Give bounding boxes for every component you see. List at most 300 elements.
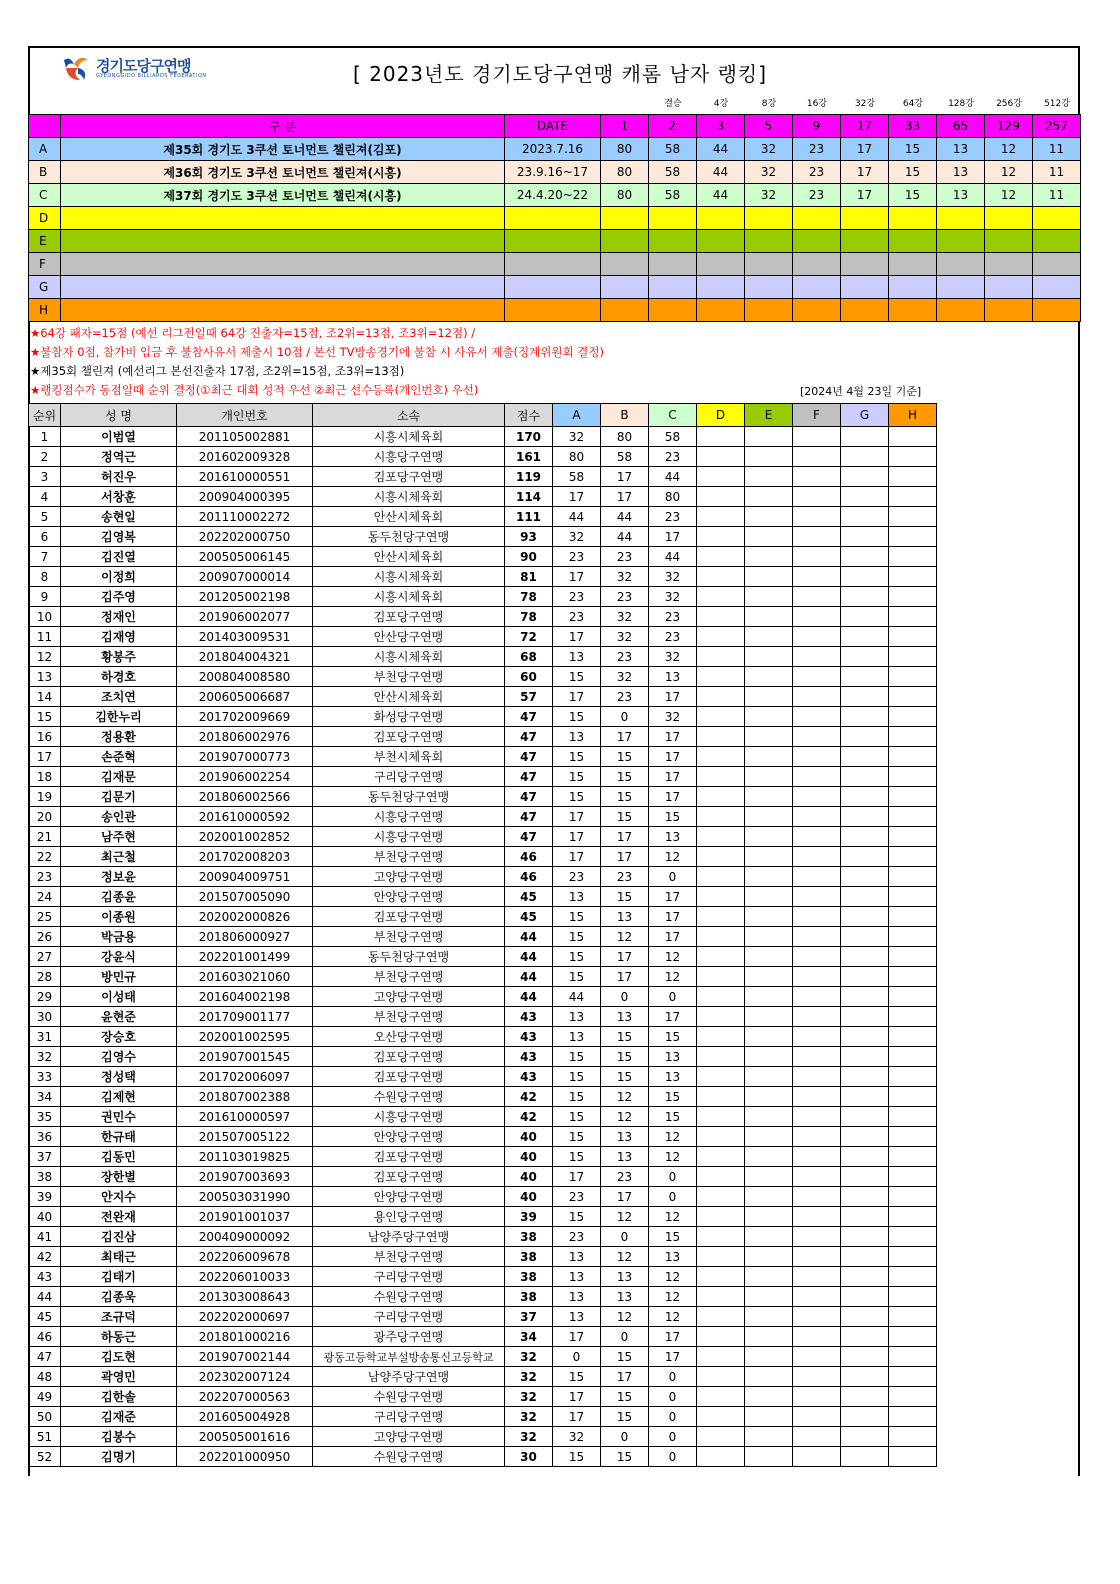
player-name: 김명기	[61, 1447, 177, 1467]
player-name: 김봉수	[61, 1427, 177, 1447]
score-c: 23	[649, 447, 697, 467]
score-a: 23	[553, 547, 601, 567]
score-c: 12	[649, 1147, 697, 1167]
score-a: 13	[553, 1027, 601, 1047]
rank-point-header: 257	[1033, 115, 1081, 138]
player-club: 김포당구연맹	[313, 1147, 505, 1167]
player-id: 200904000395	[177, 487, 313, 507]
score-e	[745, 547, 793, 567]
score-b: 32	[601, 567, 649, 587]
ranking-row	[29, 1007, 937, 1027]
score-h	[889, 867, 937, 887]
player-club: 구리당구연맹	[313, 767, 505, 787]
score-d	[697, 907, 745, 927]
score-c: 32	[649, 587, 697, 607]
player-name: 이성태	[61, 987, 177, 1007]
score-e	[745, 467, 793, 487]
player-id: 202206009678	[177, 1247, 313, 1267]
score-d	[697, 1127, 745, 1147]
score-g	[841, 1147, 889, 1167]
score-h	[889, 447, 937, 467]
score-a: 17	[553, 1407, 601, 1427]
notes	[30, 324, 604, 400]
score-h	[889, 427, 937, 447]
ranking-row	[29, 567, 937, 587]
round-label: 512강	[1044, 98, 1070, 109]
federation-logo-name: 경기도당구연맹	[96, 57, 191, 75]
player-id: 202201001499	[177, 947, 313, 967]
player-name: 전완재	[61, 1207, 177, 1227]
score-h	[889, 647, 937, 667]
score-f	[793, 1267, 841, 1287]
score-h	[889, 487, 937, 507]
rank-number: 7	[29, 547, 61, 567]
rank-point-header: 65	[937, 115, 985, 138]
ranking-row	[29, 787, 937, 807]
score-d	[697, 1047, 745, 1067]
score-g	[841, 947, 889, 967]
score-e	[745, 1107, 793, 1127]
score-e	[745, 707, 793, 727]
score-a: 17	[553, 847, 601, 867]
round-label: 16강	[806, 98, 828, 109]
score-a: 23	[553, 587, 601, 607]
score-a: 23	[553, 867, 601, 887]
player-club: 고양당구연맹	[313, 987, 505, 1007]
event-point: 58	[649, 184, 697, 207]
event-point: 80	[601, 138, 649, 161]
score-d	[697, 1027, 745, 1047]
score-c: 17	[649, 687, 697, 707]
rank-point-header: 3	[697, 115, 745, 138]
player-name: 서창훈	[61, 487, 177, 507]
score-f	[793, 647, 841, 667]
total-score: 119	[505, 467, 553, 487]
score-f	[793, 1027, 841, 1047]
rank-number: 25	[29, 907, 61, 927]
score-g	[841, 1067, 889, 1087]
total-score: 34	[505, 1327, 553, 1347]
total-score: 42	[505, 1107, 553, 1127]
ranking-row	[29, 1287, 937, 1307]
score-e	[745, 647, 793, 667]
event-point	[649, 299, 697, 322]
event-name: 제37회 경기도 3쿠션 토너먼트 챌린져(시흥)	[61, 184, 505, 207]
total-score: 93	[505, 527, 553, 547]
score-e	[745, 1167, 793, 1187]
rank-point-header: 1	[601, 115, 649, 138]
player-name: 김재영	[61, 627, 177, 647]
score-e	[745, 1067, 793, 1087]
score-g	[841, 1447, 889, 1467]
score-g	[841, 1227, 889, 1247]
player-name: 장한별	[61, 1167, 177, 1187]
score-d	[697, 807, 745, 827]
event-point	[745, 230, 793, 253]
score-f	[793, 1367, 841, 1387]
score-f	[793, 1347, 841, 1367]
score-g	[841, 627, 889, 647]
score-f	[793, 1147, 841, 1167]
player-name: 김동민	[61, 1147, 177, 1167]
score-a: 44	[553, 507, 601, 527]
score-c: 23	[649, 607, 697, 627]
score-c: 0	[649, 1167, 697, 1187]
score-d	[697, 1267, 745, 1287]
ranking-row	[29, 1327, 937, 1347]
score-c: 12	[649, 1287, 697, 1307]
event-code: A	[29, 138, 61, 161]
total-score: 43	[505, 1067, 553, 1087]
score-h	[889, 1147, 937, 1167]
event-point: 32	[745, 184, 793, 207]
score-e	[745, 1267, 793, 1287]
total-score: 47	[505, 827, 553, 847]
event-date	[505, 230, 601, 253]
score-g	[841, 1107, 889, 1127]
ranking-row	[29, 1207, 937, 1227]
player-name: 김주영	[61, 587, 177, 607]
score-d	[697, 547, 745, 567]
player-name: 김진열	[61, 547, 177, 567]
player-club: 수원당구연맹	[313, 1087, 505, 1107]
ranking-row	[29, 1427, 937, 1447]
player-id: 202206010033	[177, 1267, 313, 1287]
score-h	[889, 1047, 937, 1067]
score-c: 15	[649, 1107, 697, 1127]
rank-number: 8	[29, 567, 61, 587]
score-g	[841, 607, 889, 627]
rank-number: 14	[29, 687, 61, 707]
score-c: 32	[649, 707, 697, 727]
score-b: 13	[601, 1147, 649, 1167]
player-name: 안지수	[61, 1187, 177, 1207]
score-c: 12	[649, 967, 697, 987]
player-club: 수원당구연맹	[313, 1287, 505, 1307]
score-f	[793, 1207, 841, 1227]
rank-number: 45	[29, 1307, 61, 1327]
rank-number: 28	[29, 967, 61, 987]
event-point: 23	[793, 138, 841, 161]
player-id: 201702008203	[177, 847, 313, 867]
score-c: 0	[649, 987, 697, 1007]
score-g	[841, 1367, 889, 1387]
total-score: 78	[505, 607, 553, 627]
score-d	[697, 1347, 745, 1367]
player-id: 201807002388	[177, 1087, 313, 1107]
total-score: 170	[505, 427, 553, 447]
score-g	[841, 1127, 889, 1147]
score-a: 17	[553, 1387, 601, 1407]
score-d	[697, 1447, 745, 1467]
ranking-row	[29, 1167, 937, 1187]
total-score: 40	[505, 1147, 553, 1167]
score-h	[889, 1267, 937, 1287]
total-score: 32	[505, 1387, 553, 1407]
score-d	[697, 1207, 745, 1227]
event-point: 58	[649, 138, 697, 161]
player-id: 201610000551	[177, 467, 313, 487]
rank-number: 38	[29, 1167, 61, 1187]
score-c: 12	[649, 947, 697, 967]
player-id: 200505001616	[177, 1427, 313, 1447]
score-g	[841, 727, 889, 747]
player-club: 부천당구연맹	[313, 667, 505, 687]
score-g	[841, 1407, 889, 1427]
event-row	[29, 299, 1081, 322]
score-g	[841, 747, 889, 767]
rank-number: 4	[29, 487, 61, 507]
player-club: 김포당구연맹	[313, 1167, 505, 1187]
score-f	[793, 607, 841, 627]
score-f	[793, 447, 841, 467]
score-e	[745, 1247, 793, 1267]
score-d	[697, 627, 745, 647]
score-c: 0	[649, 1427, 697, 1447]
score-c: 0	[649, 1367, 697, 1387]
score-g	[841, 887, 889, 907]
score-f	[793, 987, 841, 1007]
round-label: 8강	[761, 98, 777, 109]
player-id: 202202000697	[177, 1307, 313, 1327]
score-f	[793, 1107, 841, 1127]
event-point	[841, 253, 889, 276]
total-score: 38	[505, 1227, 553, 1247]
score-d	[697, 1147, 745, 1167]
player-id: 201907001545	[177, 1047, 313, 1067]
score-g	[841, 507, 889, 527]
player-id: 201907002144	[177, 1347, 313, 1367]
event-point	[985, 299, 1033, 322]
score-e	[745, 1407, 793, 1427]
player-name: 권민수	[61, 1107, 177, 1127]
score-e	[745, 1447, 793, 1467]
score-d	[697, 827, 745, 847]
event-point: 15	[889, 138, 937, 161]
player-name: 정용환	[61, 727, 177, 747]
score-b: 17	[601, 727, 649, 747]
player-id: 201403009531	[177, 627, 313, 647]
score-d	[697, 1367, 745, 1387]
player-id: 201907003693	[177, 1167, 313, 1187]
score-h	[889, 987, 937, 1007]
player-name: 허진우	[61, 467, 177, 487]
score-a: 15	[553, 1107, 601, 1127]
score-e	[745, 867, 793, 887]
event-name	[61, 207, 505, 230]
events-header-row	[29, 115, 1081, 138]
player-club: 구리당구연맹	[313, 1307, 505, 1327]
score-a: 15	[553, 1207, 601, 1227]
score-h	[889, 1367, 937, 1387]
ranking-header-row	[29, 404, 937, 427]
score-e	[745, 487, 793, 507]
score-b: 44	[601, 507, 649, 527]
player-id: 201901001037	[177, 1207, 313, 1227]
score-h	[889, 1387, 937, 1407]
score-c: 15	[649, 1227, 697, 1247]
player-club: 시흥시체육회	[313, 647, 505, 667]
event-point	[1033, 230, 1081, 253]
event-point: 80	[601, 161, 649, 184]
event-point	[841, 299, 889, 322]
score-d	[697, 1167, 745, 1187]
player-club: 김포당구연맹	[313, 607, 505, 627]
score-e	[745, 807, 793, 827]
score-e	[745, 587, 793, 607]
player-club: 동두천당구연맹	[313, 787, 505, 807]
rank-number: 12	[29, 647, 61, 667]
score-d	[697, 647, 745, 667]
event-point	[697, 230, 745, 253]
score-g	[841, 527, 889, 547]
score-h	[889, 887, 937, 907]
score-a: 15	[553, 1147, 601, 1167]
score-a: 17	[553, 567, 601, 587]
event-point	[793, 253, 841, 276]
score-d	[697, 867, 745, 887]
total-score: 45	[505, 887, 553, 907]
event-name: 제35회 경기도 3쿠션 토너먼트 챌린져(김포)	[61, 138, 505, 161]
score-d	[697, 607, 745, 627]
score-b: 32	[601, 627, 649, 647]
player-name: 김종욱	[61, 1287, 177, 1307]
event-point: 13	[937, 161, 985, 184]
score-a: 15	[553, 667, 601, 687]
note-line: ★불참자 0점, 참가비 입금 후 불참사유서 제출시 10점 / 본선 TV방송경기에 불참 시 사유서 제출(징계위원회 결정)	[30, 345, 604, 359]
player-club: 시흥당구연맹	[313, 827, 505, 847]
event-row	[29, 161, 1081, 184]
player-club: 시흥당구연맹	[313, 807, 505, 827]
player-name: 황봉주	[61, 647, 177, 667]
event-point	[937, 230, 985, 253]
score-d	[697, 667, 745, 687]
player-name: 김도현	[61, 1347, 177, 1367]
score-c: 13	[649, 827, 697, 847]
score-f	[793, 1007, 841, 1027]
score-c: 17	[649, 1327, 697, 1347]
score-c: 0	[649, 1447, 697, 1467]
category-header: 구 분	[61, 115, 505, 138]
player-club: 시흥시체육회	[313, 587, 505, 607]
score-d	[697, 1187, 745, 1207]
score-h	[889, 767, 937, 787]
event-point	[985, 207, 1033, 230]
round-label: 결승	[664, 98, 682, 109]
total-score: 81	[505, 567, 553, 587]
ranking-row	[29, 447, 937, 467]
score-f	[793, 887, 841, 907]
score-b: 12	[601, 1087, 649, 1107]
player-name: 김한누리	[61, 707, 177, 727]
player-id: 202001002852	[177, 827, 313, 847]
total-score: 90	[505, 547, 553, 567]
score-g	[841, 707, 889, 727]
event-point	[841, 207, 889, 230]
event-point	[697, 276, 745, 299]
ranking-row	[29, 607, 937, 627]
event-name: 제36회 경기도 3쿠션 토너먼트 챌린져(시흥)	[61, 161, 505, 184]
event-name	[61, 276, 505, 299]
score-e	[745, 1227, 793, 1247]
ranking-row	[29, 767, 937, 787]
score-c: 13	[649, 667, 697, 687]
player-name: 이정희	[61, 567, 177, 587]
event-date: 2023.7.16	[505, 138, 601, 161]
rank-point-header: 129	[985, 115, 1033, 138]
round-label: 4강	[713, 98, 729, 109]
rank-number: 17	[29, 747, 61, 767]
player-club: 화성당구연맹	[313, 707, 505, 727]
score-f	[793, 1407, 841, 1427]
score-c: 80	[649, 487, 697, 507]
score-d	[697, 767, 745, 787]
score-a: 15	[553, 1067, 601, 1087]
score-h	[889, 607, 937, 627]
score-b: 15	[601, 887, 649, 907]
rank-number: 29	[29, 987, 61, 1007]
total-score: 32	[505, 1427, 553, 1447]
score-f	[793, 1287, 841, 1307]
player-club: 안산시체육회	[313, 507, 505, 527]
player-club: 광동고등학교부설방송통신고등학교	[313, 1347, 505, 1367]
rank-number: 19	[29, 787, 61, 807]
score-a: 15	[553, 707, 601, 727]
player-club: 동두천당구연맹	[313, 527, 505, 547]
total-score: 43	[505, 1007, 553, 1027]
player-club: 시흥시체육회	[313, 567, 505, 587]
ranking-row	[29, 887, 937, 907]
score-f	[793, 1167, 841, 1187]
score-b: 80	[601, 427, 649, 447]
event-point	[985, 230, 1033, 253]
score-h	[889, 1327, 937, 1347]
event-point	[985, 253, 1033, 276]
score-d	[697, 467, 745, 487]
score-d	[697, 1247, 745, 1267]
event-point	[697, 253, 745, 276]
rank-number: 9	[29, 587, 61, 607]
event-point: 17	[841, 184, 889, 207]
score-g	[841, 1347, 889, 1367]
rank-number: 13	[29, 667, 61, 687]
note-line: ★64강 패자=15점 (예선 리그전일때 64강 진출자=15점, 조2위=13점, 조3위=12점) /	[30, 326, 476, 340]
event-row	[29, 230, 1081, 253]
player-club: 김포당구연맹	[313, 727, 505, 747]
player-club: 부천당구연맹	[313, 927, 505, 947]
score-b: 15	[601, 747, 649, 767]
score-g	[841, 767, 889, 787]
score-f	[793, 847, 841, 867]
total-score: 38	[505, 1287, 553, 1307]
score-h	[889, 687, 937, 707]
score-h	[889, 1227, 937, 1247]
score-h	[889, 1407, 937, 1427]
score-e	[745, 1287, 793, 1307]
player-name: 곽영민	[61, 1367, 177, 1387]
score-a: 17	[553, 807, 601, 827]
total-score: 78	[505, 587, 553, 607]
score-h	[889, 547, 937, 567]
event-point: 23	[793, 161, 841, 184]
score-h	[889, 707, 937, 727]
score-h	[889, 1127, 937, 1147]
score-e	[745, 787, 793, 807]
score-h	[889, 507, 937, 527]
event-code: E	[29, 230, 61, 253]
rank-number: 39	[29, 1187, 61, 1207]
ranking-row	[29, 1067, 937, 1087]
